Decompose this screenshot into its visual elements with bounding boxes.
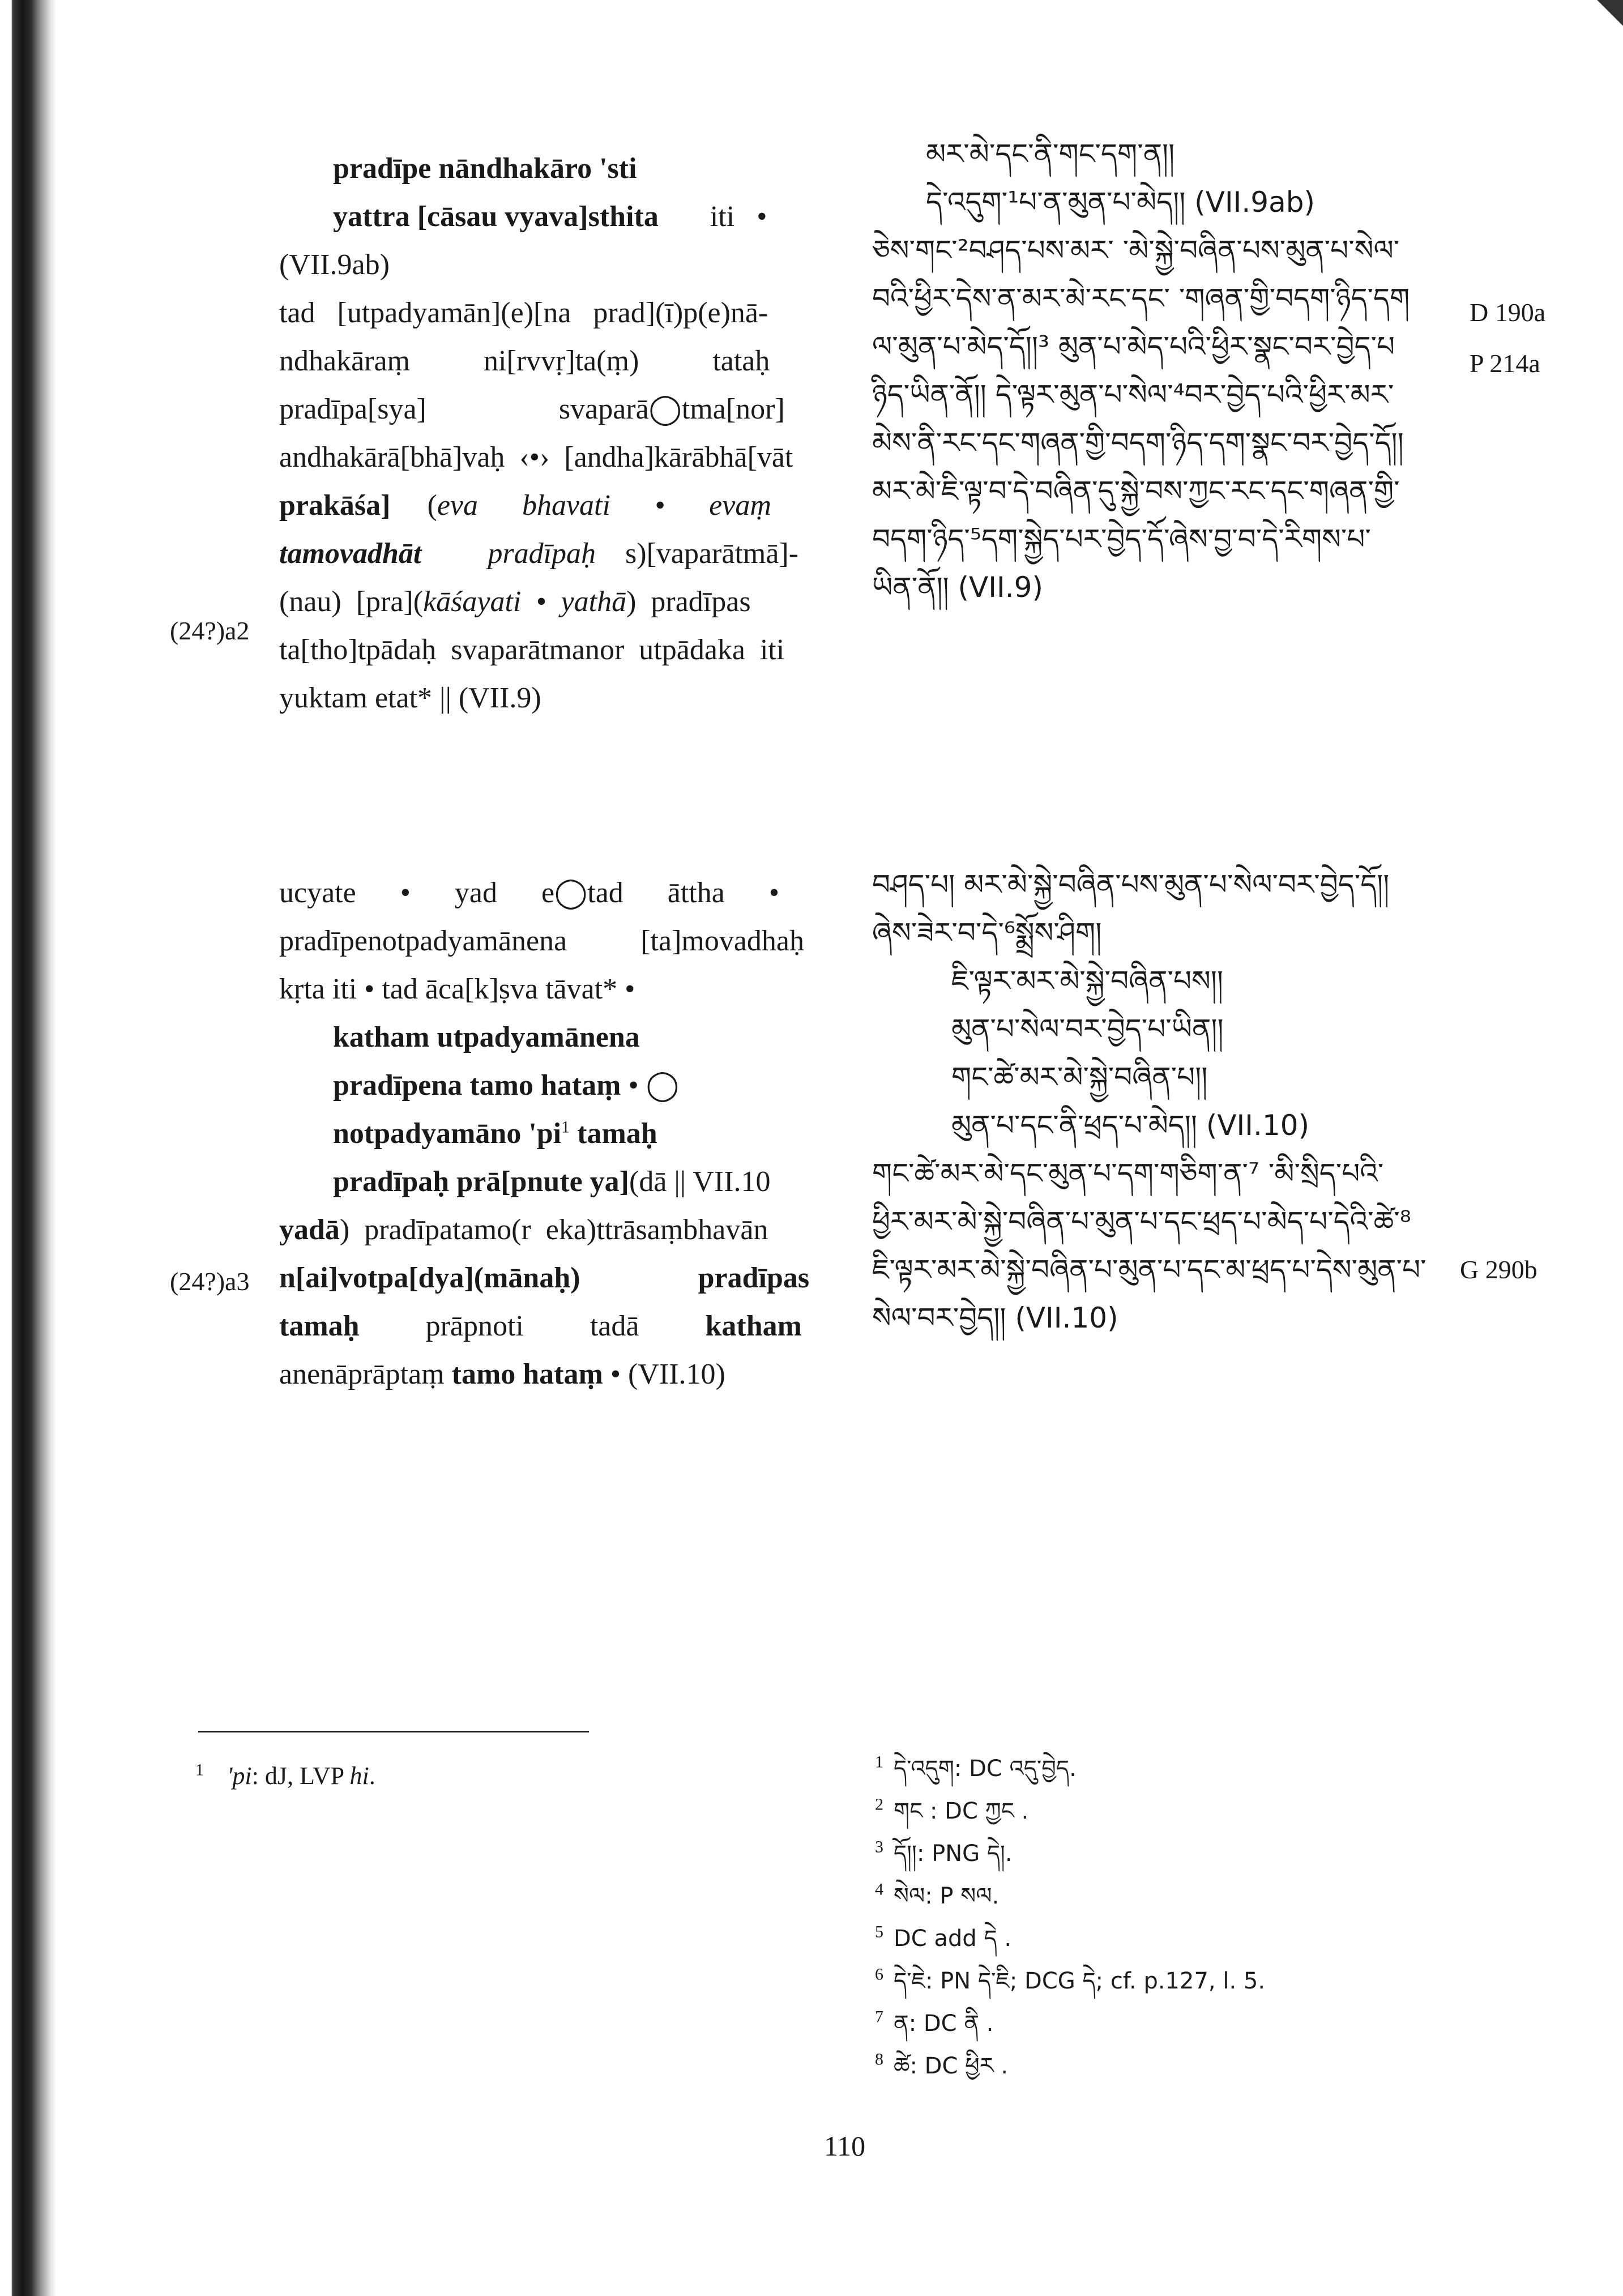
tibetan-commentary-line: ཡིན་ནོ།། (VII.9) [872, 571, 1043, 604]
footnote-number: 6 [875, 1965, 883, 1984]
text-run: tamaḥ [279, 1310, 360, 1342]
text-run: cāsau vyava [427, 200, 579, 233]
text-run: n[ai]votpa[dya](mānaḥ) [279, 1262, 580, 1294]
verse-line [279, 193, 826, 241]
text-run: iti • [658, 200, 767, 233]
tibetan-verse-line: དེ་འདུག་¹པ་ན་མུན་པ་མེད།། (VII.9ab) [926, 186, 1315, 219]
tibetan-commentary-line: བའི་ཕྱིར་དེས་ན་མར་མེ་རང་དང་ ་གཞན་གྱི་བདག་ཉིད་དག [872, 282, 1410, 315]
text-run: (VII.9ab) [279, 249, 390, 281]
text-run: pradīpaḥ [488, 537, 596, 570]
tibetan-commentary-line: བདག་ཉིད་⁵དག་སྐྱེད་པར་བྱེད་དོ་ཞེས་བྱ་བ་དེ་རིགས་པ་ [872, 523, 1371, 556]
commentary-line [279, 578, 826, 626]
text-run: andhakārā[bhā]vaḥ ‹•› [andha]kārābhā[vāt [279, 441, 793, 473]
text-run: katham utpadyamānena [333, 1021, 640, 1053]
footnote-number: 7 [875, 2007, 883, 2026]
text-run: • (VII.10) [603, 1358, 725, 1390]
footnote-right-5 [875, 1917, 1265, 1960]
footnote-number: 4 [875, 1880, 883, 1899]
text-run: tad [utpadyamān](e)[na prad](ī)p(e)nā- [279, 297, 768, 329]
footnote-right-3 [875, 1832, 1265, 1875]
text-run: notpadyamāno 'pi [333, 1117, 562, 1150]
footnote-text: སེལ: P སལ. [894, 1883, 1000, 1909]
footnote-left-1: $^1$ 'pi: dJ, LVP hi. [195, 1760, 375, 1790]
margin-ref-peking: P 214a [1470, 349, 1540, 378]
text-run: anenāprāptaṃ [279, 1358, 452, 1390]
text-run: kāśayati • yathā [423, 586, 627, 618]
text-run: ) pradīpas [626, 586, 751, 618]
commentary-line [279, 1302, 826, 1350]
verse-line [279, 1061, 826, 1109]
commentary-line [279, 385, 826, 433]
text-run: ]sthita [578, 200, 659, 233]
margin-ref-sanskrit-a3: (24?)a3 [170, 1267, 250, 1296]
verse-line [279, 1109, 826, 1158]
text-run: kṛta iti • tad āca[k]ṣva tāvat* • [279, 973, 635, 1005]
text-run: pradīpaḥ prā[pnute ya] [333, 1166, 629, 1198]
tibetan-passage-vii10 [872, 861, 1472, 1342]
tibetan-verse-line: གང་ཚེ་མར་མེ་སྐྱེ་བཞིན་པ།། [951, 1061, 1208, 1094]
text-run: • ◯ [621, 1069, 679, 1102]
tibetan-commentary-line: ཇི་ལྟར་མར་མེ་སྐྱེ་བཞིན་པ་མུན་པ་དང་མ་ཕྲད་པ་དེས་མུན་པ་ [872, 1253, 1426, 1286]
text-run: tamovadhāt [279, 537, 422, 570]
tibetan-verse-line: མུན་པ་དང་ནི་ཕྲད་པ་མེད།། (VII.10) [951, 1109, 1310, 1142]
text-run: eva bhavati • evaṃ [437, 489, 771, 522]
footnote-rule [198, 1731, 589, 1732]
text-run: ta[tho]tpādaḥ svaparātmanor utpādaka iti [279, 634, 785, 666]
margin-ref-golden: G 290b [1460, 1255, 1537, 1284]
text-run: tamo hataṃ [451, 1358, 603, 1390]
commentary-line [279, 917, 826, 965]
text-run: pradīpenotpadyamānena [ta]movadhaḥ [279, 925, 804, 957]
commentary-line [279, 869, 826, 917]
commentary-line [279, 337, 826, 385]
text-run: prāpnoti tadā [359, 1310, 706, 1342]
text-run: pradīpena tamo hataṃ [333, 1069, 621, 1102]
text-run: ndhakāraṃ ni[rvvṛ]ta(ṃ) tataḥ [279, 345, 770, 377]
verse-line [279, 1158, 826, 1206]
tibetan-commentary-line: སེལ་བར་བྱེད།། (VII.10) [872, 1301, 1118, 1334]
footnote-text: གང : DC ཀྱང . [894, 1798, 1029, 1824]
page-number: 110 [824, 2130, 866, 2162]
text-run: pradīpe nāndhakāro 'sti [333, 152, 637, 185]
text-run: [ [409, 200, 428, 233]
commentary-line [279, 433, 826, 481]
margin-ref-sanskrit-a2: (24?)a2 [170, 616, 250, 645]
footnote-right-7 [875, 2002, 1265, 2045]
margin-ref-derge: D 190a [1470, 298, 1546, 327]
footnote-text: ན: DC ནི . [894, 2011, 994, 2037]
footnote-text: དེ་འདུག: DC འདུ་བྱེད. [894, 1756, 1077, 1782]
tibetan-commentary-line: བཤད་པ། མར་མེ་སྐྱེ་བཞིན་པས་མུན་པ་སེལ་བར་བྱེད་དོ།། [872, 868, 1390, 901]
footnote-right-2 [875, 1790, 1265, 1832]
footnote-text: དོ།།: PNG དེ།. [894, 1841, 1013, 1867]
tibetan-commentary-line: ཉིད་ཡིན་ནོ།། དེ་ལྟར་མུན་པ་སེལ་⁴བར་བྱེད་པའི་ཕྱིར་མར་ [872, 378, 1394, 411]
commentary-line [279, 241, 826, 289]
commentary-line [279, 1350, 826, 1398]
text-run: yattra [333, 200, 410, 233]
commentary-line [279, 626, 826, 674]
footnote-text: DC add དེ . [894, 1926, 1012, 1952]
commentary-line [279, 1206, 826, 1254]
footnote-number: 1 [875, 1752, 883, 1772]
verse-line [279, 144, 826, 193]
tibetan-commentary-line: མེས་ནི་རང་དང་གཞན་གྱི་བདག་ཉིད་དག་སྣང་བར་བྱེད་དོ།། [872, 426, 1404, 459]
footnotes-right [875, 1747, 1265, 2087]
commentary-line [279, 289, 826, 337]
footnote-text: དེ་ཇེ: PN དེ་ཇི; DCG དེ; cf. p.127, l. 5. [894, 1968, 1266, 1994]
text-run: pradīpa[sya] svaparā◯tma[nor] [279, 393, 785, 425]
footnote-right-4 [875, 1875, 1265, 1917]
tibetan-commentary-line: གང་ཚེ་མར་མེ་དང་མུན་པ་དག་གཅིག་ན་⁷ ་མི་སྲིད་པའི་ [872, 1157, 1384, 1190]
footnote-right-1 [875, 1747, 1265, 1790]
footnote-number: 2 [875, 1795, 883, 1814]
footnote-number: 5 [875, 1922, 883, 1941]
text-run: s)[vaparātmā]- [596, 537, 799, 570]
tibetan-commentary-line: ཅེས་གང་²བཤད་པས་མར་ ་མེ་སྐྱེ་བཞིན་པས་མུན་པ་སེལ་ [872, 234, 1400, 267]
text-run: ( [390, 489, 437, 522]
text-run: ) pradīpatamo(r eka)ttrāsaṃbhavān [339, 1214, 768, 1246]
tibetan-passage-vii9 [872, 130, 1472, 612]
text-run [580, 1262, 698, 1294]
commentary-line [279, 674, 826, 722]
commentary-line [279, 481, 826, 530]
tibetan-commentary-line: མར་མེ་ཇི་ལྟ་བ་དེ་བཞིན་དུ་སྐྱེ་བས་ཀྱང་རང་དང་གཞན་གྱི་ [872, 475, 1400, 507]
commentary-line [279, 530, 826, 578]
text-run: 1 [561, 1117, 570, 1137]
scan-corner-mark [1589, 0, 1623, 51]
text-run: tamaḥ [570, 1117, 657, 1150]
text-run: katham [705, 1310, 802, 1342]
tibetan-verse-line: མར་མེ་དང་ནི་གང་དག་ན།། [926, 138, 1175, 170]
footnote-right-6 [875, 1960, 1265, 2002]
verse-line [279, 1013, 826, 1061]
tibetan-verse-line: མུན་པ་སེལ་བར་བྱེད་པ་ཡིན།། [951, 1013, 1224, 1045]
text-run: (nau) [pra]( [279, 586, 424, 618]
text-run: pradīpas [698, 1262, 810, 1294]
text-run: yuktam etat* || (VII.9) [279, 682, 541, 714]
text-run: ucyate • yad e◯tad āttha • [279, 877, 780, 909]
footnote-number: 3 [875, 1837, 883, 1857]
scan-binding-shadow [0, 0, 57, 2296]
tibetan-verse-line: ཇི་ལྟར་མར་མེ་སྐྱེ་བཞིན་པས།། [951, 965, 1223, 997]
sanskrit-passage-vii10 [279, 869, 826, 1398]
footnote-text: ཚེ: DC ཕྱིར . [894, 2053, 1009, 2079]
commentary-line [279, 1254, 826, 1302]
text-run: prakāśa] [279, 489, 391, 522]
commentary-line [279, 965, 826, 1013]
tibetan-commentary-line: ཞེས་ཟེར་བ་དེ་⁶སྨྲོས་ཤིག། [872, 916, 1102, 949]
text-run: yadā [279, 1214, 340, 1246]
footnote-number: 8 [875, 2050, 883, 2069]
tibetan-commentary-line: ལ་མུན་པ་མེད་དོ།།³ མུན་པ་མེད་པའི་ཕྱིར་སྣང་བར་བྱེད་པ [872, 330, 1395, 363]
text-run: (dā || VII.10 [629, 1166, 771, 1198]
sanskrit-passage-vii9 [279, 144, 826, 722]
tibetan-commentary-line: ཕྱིར་མར་མེ་སྐྱེ་བཞིན་པ་མུན་པ་དང་ཕྲད་པ་མེད་པ་དེའི་ཚེ་⁸ [872, 1205, 1411, 1238]
text-run [421, 537, 488, 570]
footnote-right-8 [875, 2045, 1265, 2087]
